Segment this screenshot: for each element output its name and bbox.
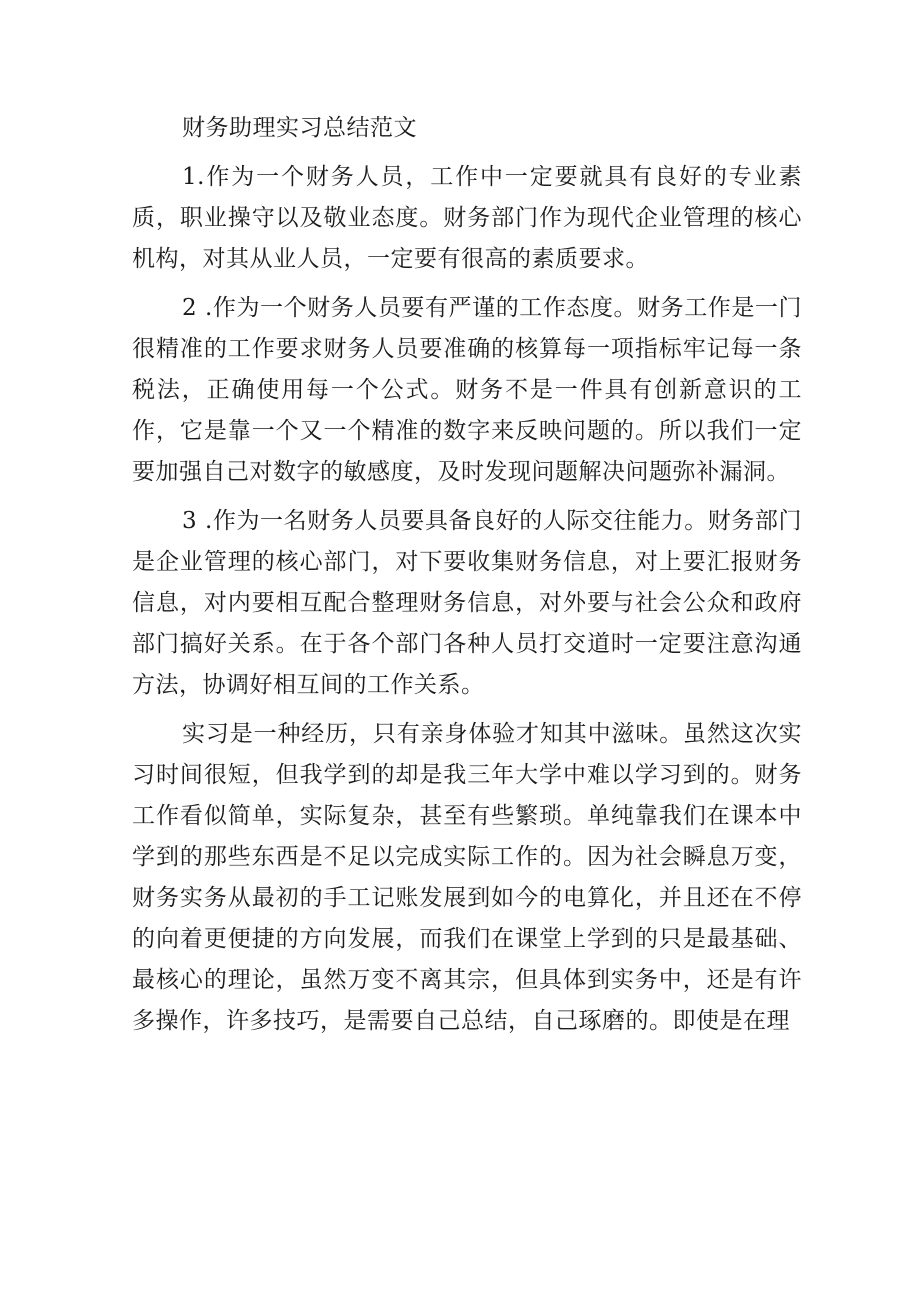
paragraph-1: 1.作为一个财务人员，工作中一定要就具有良好的专业素质，职业操守以及敬业态度。财务部门作为现代企业管理的核心机构，对其从业人员，一定要有很高的素质要求。 [132,164,802,272]
paragraph-2: 2 .作为一个财务人员要有严谨的工作态度。财务工作是一门很精准的工作要求财务人员要准确的核算每一项指标牢记每一条税法，正确使用每一个公式。财务不是一件具有创新意识的工作，它是靠一个又一个精准的数字来反映问题的。所以我们一定要加强自己对数字的敏感度，及时发现问题解决问题弥补漏洞。 [132,295,802,485]
paragraph-4: 实习是一种经历，只有亲身体验才知其中滋味。虽然这次实习时间很短，但我学到的却是我三年大学中难以学习到的。财务工作看似简单，实际复杂，甚至有些繁琐。单纯靠我们在课本中学到的那些东西是不足以完成实际工作的。因为社会瞬息万变，财务实务从最初的手工记账发展到如今的电算化，并且还在不停的向着更便捷的方向发展，而我们在课堂上学到的只是最基础、最核心的理论，虽然万变不离其宗，但具体到实务中，还是有许多操作，许多技巧，是需要自己总结，自己琢磨的。即使是在理 [132,721,802,1034]
paragraph-3: 3 .作为一名财务人员要具备良好的人际交往能力。财务部门是企业管理的核心部门，对下要收集财务信息，对上要汇报财务信息，对内要相互配合整理财务信息，对外要与社会公众和政府部门搞好关系。在于各个部门各种人员打交道时一定要注意沟通方法，协调好相互间的工作关系。 [132,508,802,698]
document-title: 财务助理实习总结范文 [182,115,417,141]
document-body [132,108,802,1050]
